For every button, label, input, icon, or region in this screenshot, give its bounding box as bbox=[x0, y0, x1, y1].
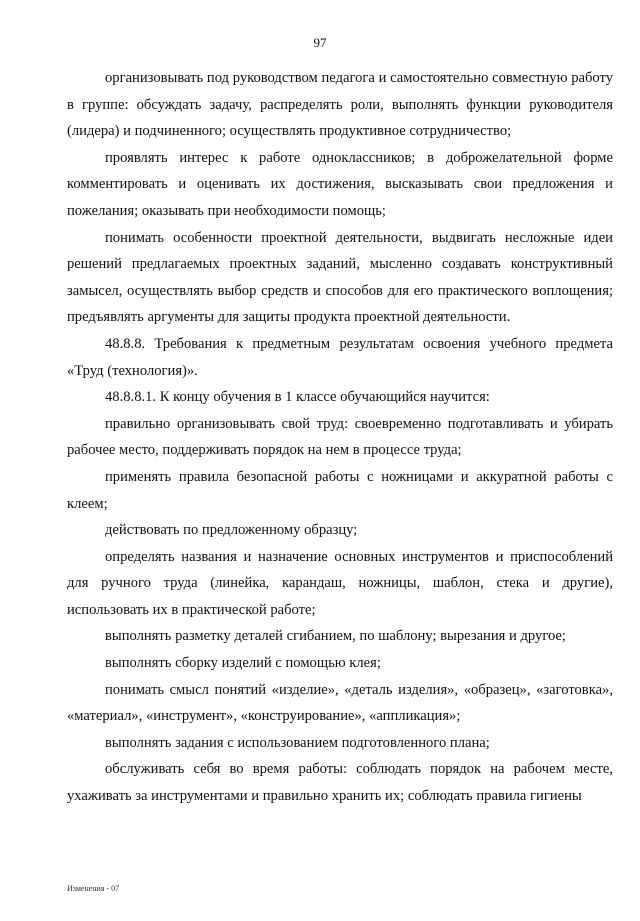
paragraph: обслуживать себя во время работы: соблюдать порядок на рабочем месте, ухаживать за инструментами и правильно хранить их; соблюдать правила гигиены bbox=[67, 761, 613, 805]
paragraph: понимать особенности проектной деятельности, выдвигать несложные идеи решений предлагаемых проектных заданий, мысленно создавать конструктивный замысел, осуществлять выбор средств и способов для его практического воплощения; предъявлять аргументы для защиты продукта проектной деятельности. bbox=[67, 229, 613, 326]
paragraph: понимать смысл понятий «изделие», «деталь изделия», «образец», «заготовка», «материал», «инструмент», «конструирование», «аппликация»; bbox=[67, 681, 613, 725]
footer-revision-note: Изменения - 07 bbox=[67, 884, 120, 893]
paragraph: организовывать под руководством педагога и самостоятельно совместную работу в группе: обсуждать задачу, распределять роли, выполнять функции руководителя (лидера) и подчиненного; осуществлять продуктивное сотрудничество; bbox=[67, 70, 613, 140]
section-heading: 48.8.8. Требования к предметным результатам освоения учебного предмета «Труд (технология)». bbox=[67, 335, 613, 379]
paragraph: правильно организовывать свой труд: своевременно подготавливать и убирать рабочее место, поддерживать порядок на нем в процессе труда; bbox=[67, 415, 613, 459]
document-body bbox=[67, 65, 613, 810]
paragraph: выполнять сборку изделий с помощью клея; bbox=[105, 655, 381, 672]
page-number: 97 bbox=[313, 35, 327, 50]
paragraph: выполнять разметку деталей сгибанием, по шаблону; вырезания и другое; bbox=[105, 628, 566, 645]
paragraph: применять правила безопасной работы с ножницами и аккуратной работы с клеем; bbox=[67, 468, 613, 512]
paragraph: определять названия и назначение основных инструментов и приспособлений для ручного труда (линейка, карандаш, ножницы, шаблон, стека и другие), использовать их в практической работе; bbox=[67, 548, 613, 618]
paragraph: выполнять задания с использованием подготовленного плана; bbox=[105, 734, 490, 751]
paragraph: действовать по предложенному образцу; bbox=[105, 522, 358, 539]
subsection-heading: 48.8.8.1. К концу обучения в 1 классе обучающийся научится: bbox=[105, 389, 490, 406]
paragraph: проявлять интерес к работе одноклассников; в доброжелательной форме комментировать и оценивать их достижения, высказывать свои предложения и пожелания; оказывать при необходимости помощь; bbox=[67, 149, 613, 219]
